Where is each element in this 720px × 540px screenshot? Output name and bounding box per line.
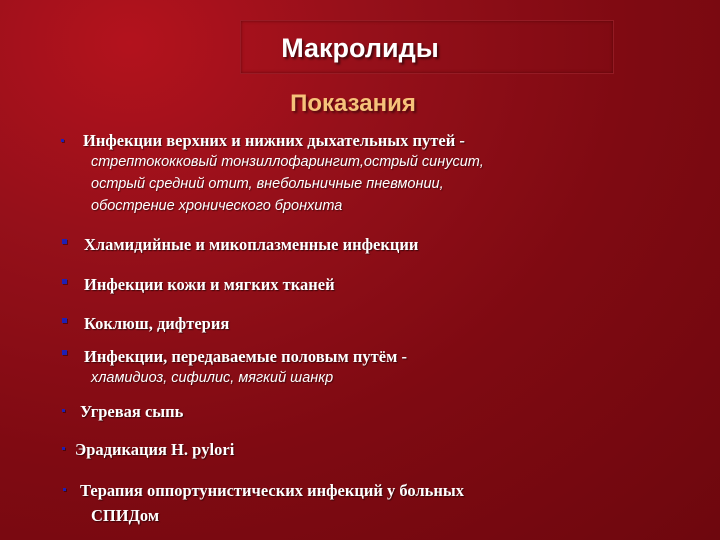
bullet-marker	[62, 447, 65, 450]
list-item-aids: Терапия оппортунистических инфекций у больных	[80, 481, 465, 500]
bullet-marker	[62, 350, 67, 355]
slide-title: Макролиды	[281, 33, 439, 63]
list-item-hpylori: Эрадикация H. pylori	[75, 440, 235, 459]
list-item-respiratory: Инфекции верхних и нижних дыхательных путей -	[83, 131, 465, 150]
list-item-acne: Угревая сыпь	[80, 402, 184, 421]
list-item-skin: Инфекции кожи и мягких тканей	[84, 275, 335, 294]
list-item-detail: обострение хронического бронхита	[91, 198, 343, 214]
list-item-continuation: СПИДом	[91, 506, 160, 525]
list-item-detail: стрептококковый тонзиллофарингит,острый синусит,	[91, 154, 484, 170]
bullet-marker	[62, 318, 67, 323]
bullet-marker	[62, 409, 65, 412]
list-item-detail: острый средний отит, внебольничные пневмонии,	[91, 176, 444, 192]
list-item-std: Инфекции, передаваемые половым путём -	[84, 347, 407, 366]
list-item-detail: хламидиоз, сифилис, мягкий шанкр	[91, 370, 334, 386]
list-item-pertussis: Коклюш, дифтерия	[84, 314, 230, 333]
slide-subtitle: Показания	[290, 90, 416, 117]
bullet-marker	[61, 139, 64, 142]
bullet-marker	[62, 279, 67, 284]
bullet-marker	[63, 488, 66, 491]
list-item-chlamydial: Хламидийные и микоплазменные инфекции	[84, 235, 419, 254]
bullet-marker	[62, 239, 67, 244]
